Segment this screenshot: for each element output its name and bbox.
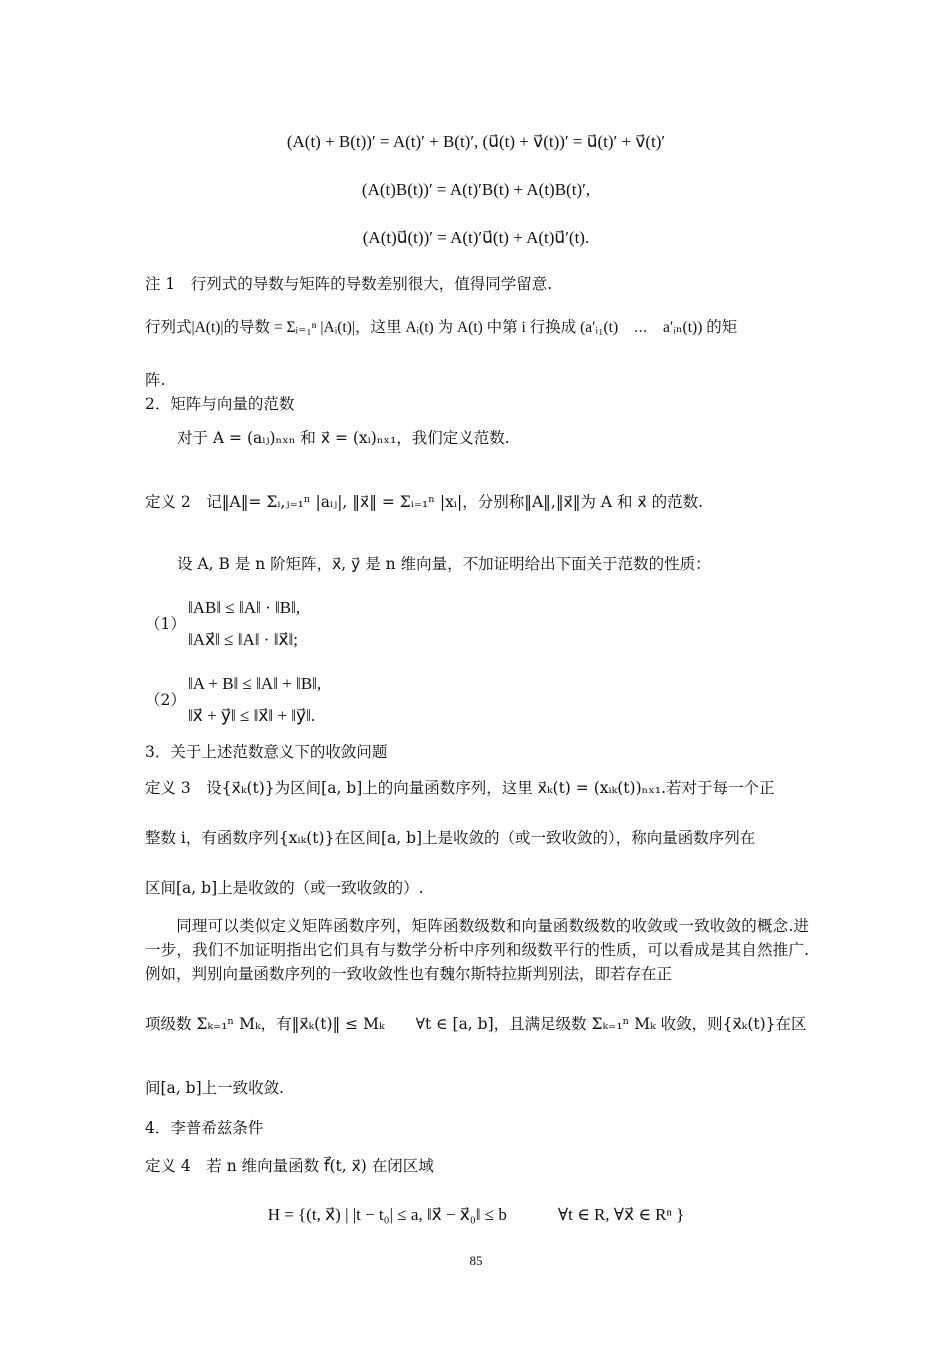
- property-2-line-b: ‖x⃗ + y⃗‖ ≤ ‖x⃗‖ + ‖y⃗‖.: [188, 706, 316, 725]
- property-1-line-a: ‖AB‖ ≤ ‖A‖ · ‖B‖,: [188, 598, 301, 617]
- equation-matrix-vector-derivative: (A(t)u⃗(t))′ = A(t)′u⃗(t) + A(t)u⃗′(t).: [362, 228, 590, 247]
- norm-setup-line: 对于 A = (aᵢⱼ)ₙₓₙ 和 x⃗ = (xᵢ)ₙₓ₁，我们定义范数.: [177, 429, 510, 447]
- page-number: 85: [469, 1253, 483, 1268]
- definition-3-line-2: 整数 i，有函数序列{xᵢₖ(t)}在区间[a, b]上是收敛的（或一致收敛的），称向量函数序列在: [145, 829, 756, 847]
- property-2-label: （2）: [145, 691, 186, 709]
- norm-properties-intro: 设 A, B 是 n 阶矩阵，x⃗, y⃗ 是 n 维向量，不加证明给出下面关于范数的性质：: [177, 555, 711, 573]
- definition-2: 定义 2 记‖A‖= Σᵢ,ⱼ₌₁ⁿ |aᵢⱼ|, ‖x⃗‖ = Σᵢ₌₁ⁿ |xᵢ|，分别称‖A‖,‖x⃗‖为 A 和 x⃗ 的范数.: [145, 493, 703, 511]
- determinant-derivative-line-end: 阵.: [145, 371, 166, 389]
- definition-3-line-3: 区间[a, b]上是收敛的（或一致收敛的）.: [145, 879, 424, 897]
- paragraph-convergence-text: 同理可以类似定义矩阵函数序列，矩阵函数级数和向量函数级数的收敛或一致收敛的概念.进一步，我们不加证明指出它们具有与数学分析中序列和级数平行的性质，可以看成是其自然推广.例如，判别向量函数序列的一致收敛性也有魏尔斯特拉斯判别法，即若存在正: [145, 917, 809, 983]
- determinant-derivative-line: 行列式|A(t)|的导数 = Σᵢ₌₁ⁿ |Aᵢ(t)|，这里 Aᵢ(t) 为 A(t) 中第 i 行换成 (a′ᵢ₁(t) ⋯ a′ᵢₙ(t)) 的矩: [145, 319, 738, 336]
- equation-product-derivative: (A(t)B(t))′ = A(t)′B(t) + A(t)B(t)′,: [361, 180, 591, 199]
- section-heading-2: 2．矩阵与向量的范数: [145, 395, 295, 413]
- equation-region-H: H = {(t, x⃗) | |t − t₀| ≤ a, ‖x⃗ − x⃗₀‖ ≤ b ∀t ∈ R, ∀x⃗ ∈ Rⁿ }: [267, 1205, 685, 1224]
- section-heading-4: 4．李普希兹条件: [145, 1119, 264, 1137]
- weierstrass-line-end: 间[a, b]上一致收敛.: [145, 1079, 285, 1097]
- definition-3-line-1: 定义 3 设{x⃗ₖ(t)}为区间[a, b]上的向量函数序列，这里 x⃗ₖ(t) = (xᵢₖ(t))ₙₓ₁.若对于每一个正: [145, 779, 775, 797]
- note-1: 注 1 行列式的导数与矩阵的导数差别很大，值得同学留意.: [145, 275, 553, 293]
- property-1-line-b: ‖Ax⃗‖ ≤ ‖A‖ · ‖x⃗‖;: [188, 630, 299, 649]
- section-heading-3: 3．关于上述范数意义下的收敛问题: [145, 743, 388, 761]
- definition-4: 定义 4 若 n 维向量函数 f⃗(t, x⃗) 在闭区域: [145, 1157, 434, 1175]
- property-2-line-a: ‖A + B‖ ≤ ‖A‖ + ‖B‖,: [188, 674, 322, 693]
- weierstrass-line: 项级数 Σₖ₌₁ⁿ Mₖ，有‖x⃗ₖ(t)‖ ≤ Mₖ ∀t ∈ [a, b]，且满足级数 Σₖ₌₁ⁿ Mₖ 收敛，则{x⃗ₖ(t)}在区: [145, 1015, 807, 1033]
- paragraph-convergence: [145, 914, 809, 986]
- equation-sum-derivative: (A(t) + B(t))′ = A(t)′ + B(t)′, (u⃗(t) + v⃗(t))′ = u⃗(t)′ + v⃗(t)′: [286, 132, 666, 151]
- property-1-label: （1）: [145, 615, 186, 633]
